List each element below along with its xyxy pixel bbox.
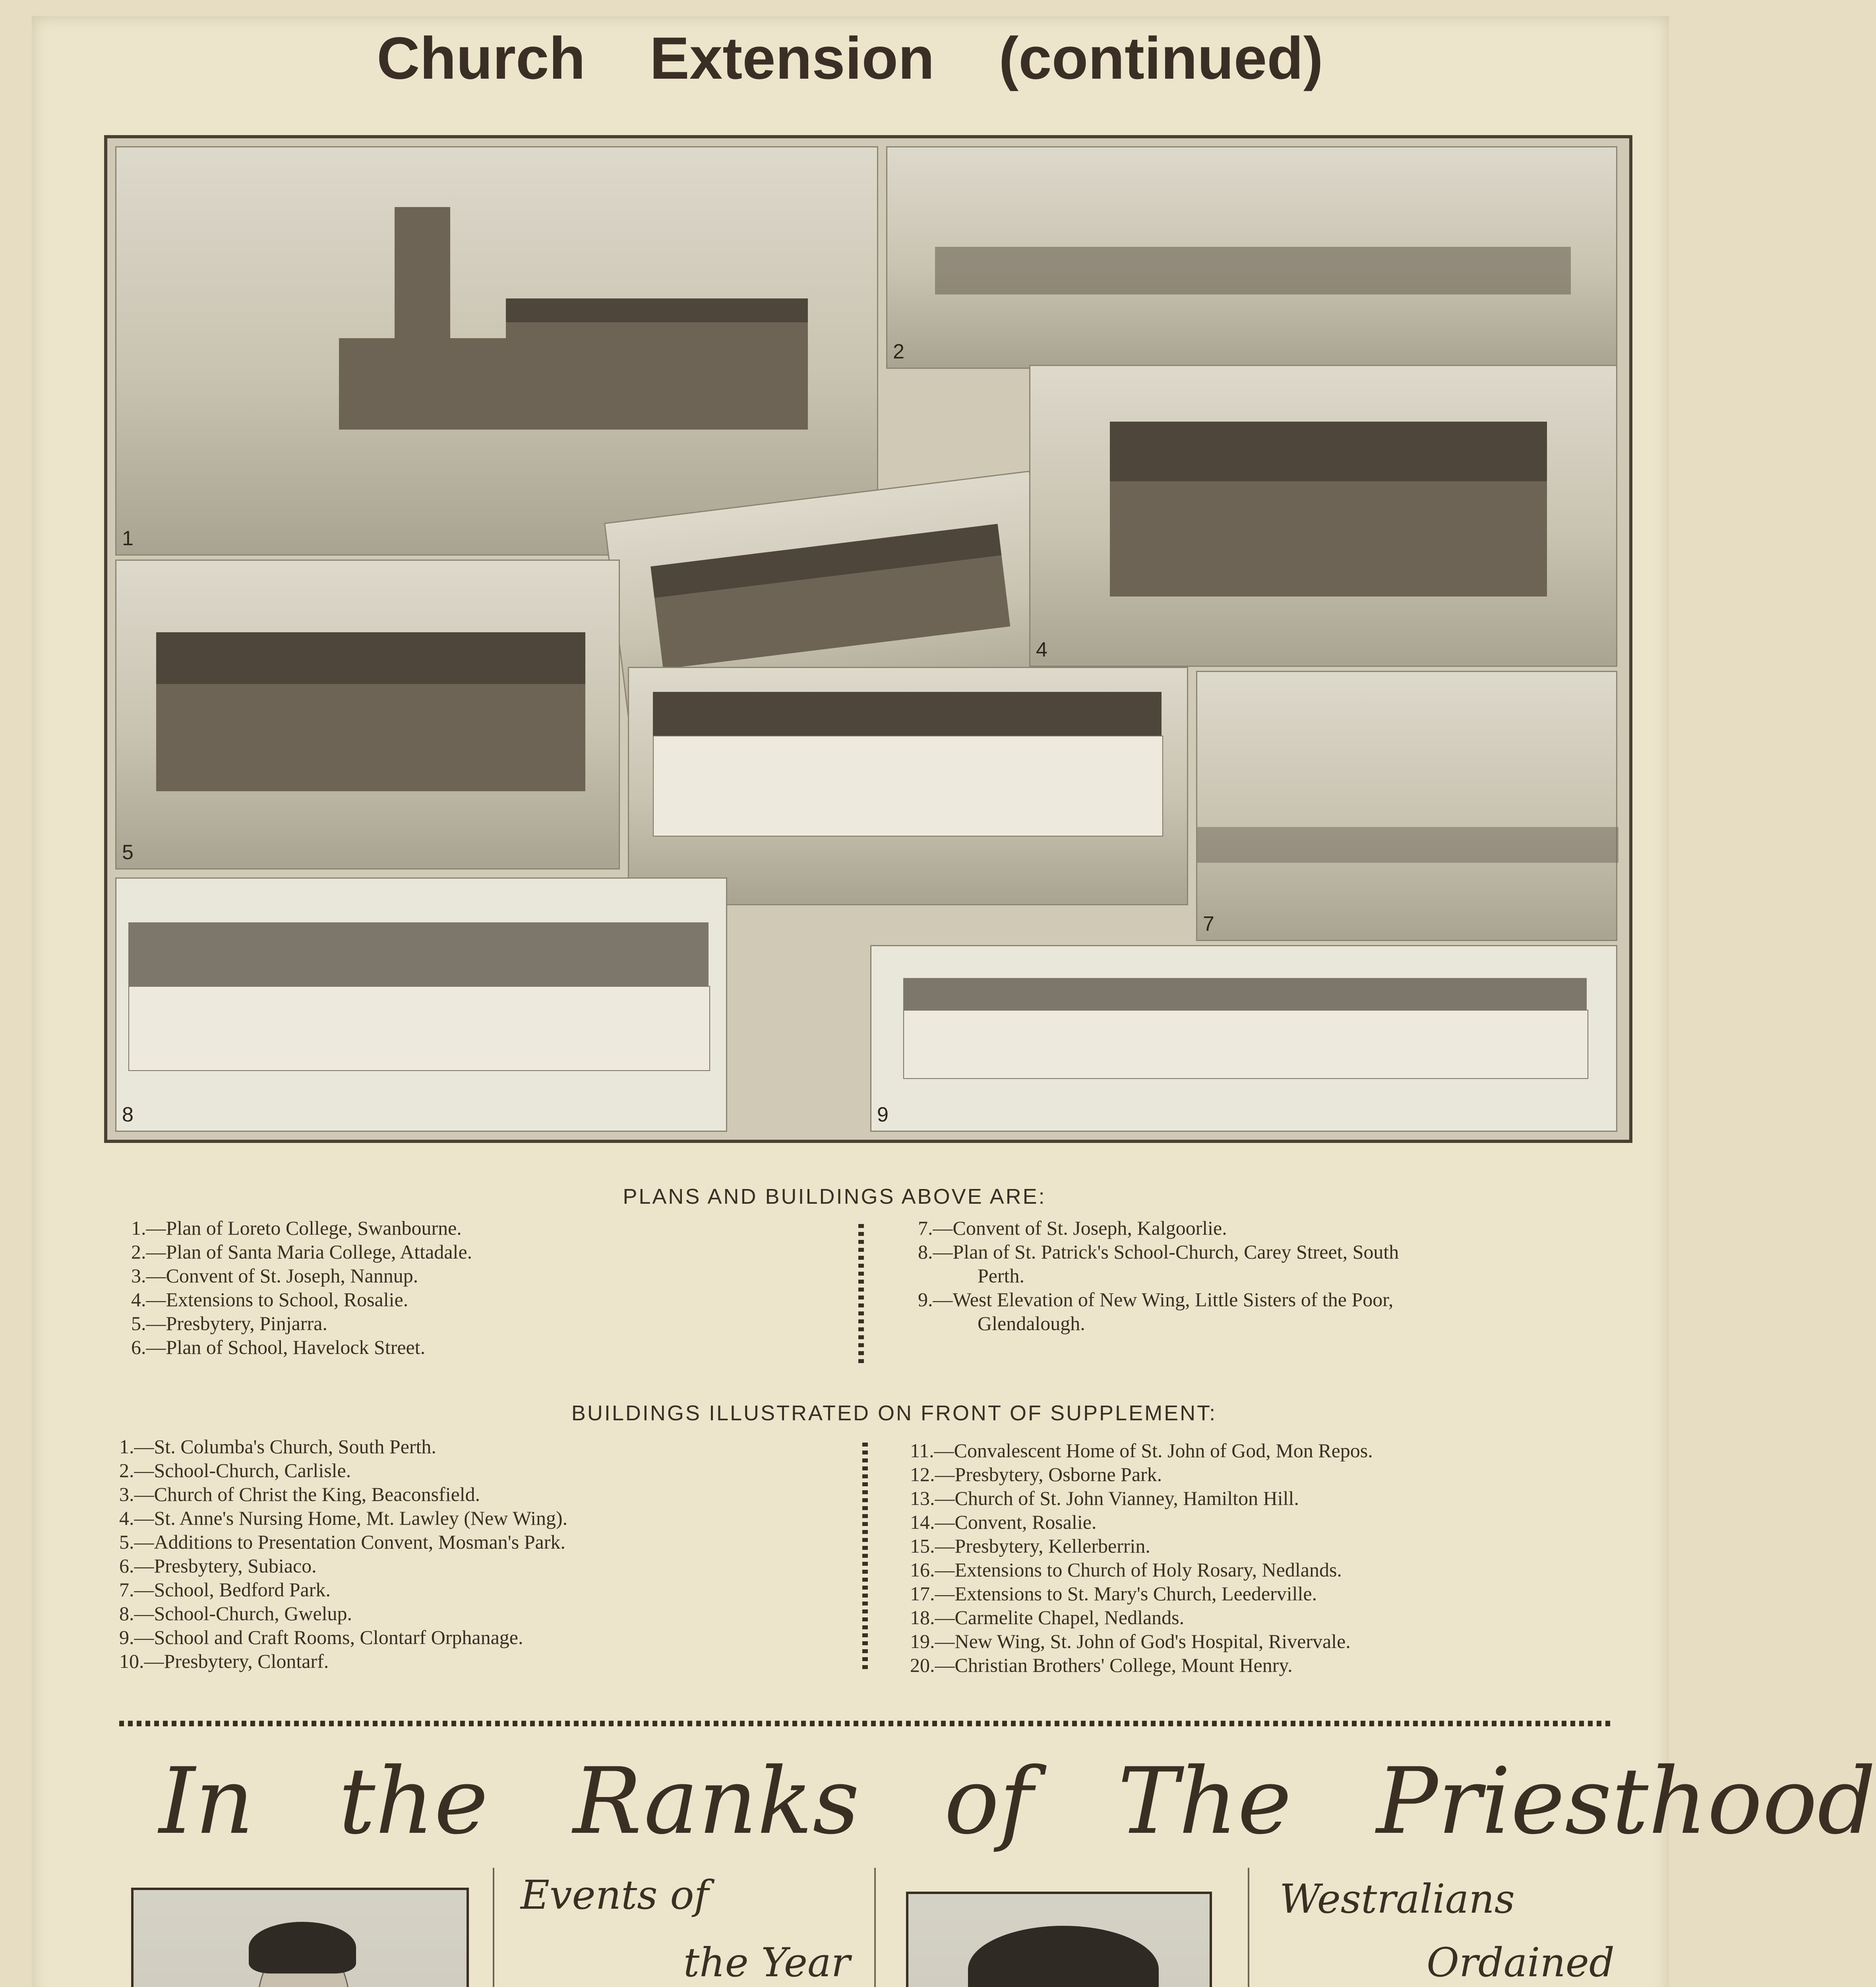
list-item: 17.—Extensions to St. Mary's Church, Leederville. — [910, 1582, 1317, 1605]
section-headline: In the Ranks of The Priesthood — [159, 1749, 1876, 1855]
photo-number: 4 — [1036, 638, 1047, 661]
list-item: 16.—Extensions to Church of Holy Rosary, Nedlands. — [910, 1559, 1342, 1581]
list-item: 3.—Church of Christ the King, Beaconsfield. — [119, 1483, 480, 1505]
building — [653, 736, 1163, 837]
photo-number: 8 — [122, 1103, 134, 1126]
subhead-westralians: Westralians — [1280, 1876, 1515, 1922]
photo-1 — [115, 146, 878, 556]
list-item: 20.—Christian Brothers' College, Mount Henry. — [910, 1654, 1293, 1676]
column-divider — [862, 1443, 868, 1673]
list-item: 13.—Church of St. John Vianney, Hamilton Hill. — [910, 1487, 1299, 1509]
column-divider — [858, 1224, 864, 1363]
portrait-omahony — [906, 1892, 1212, 1987]
list-item: 9.—West Elevation of New Wing, Little Sisters of the Poor, — [918, 1288, 1394, 1311]
list-item: 7.—School, Bedford Park. — [119, 1578, 331, 1601]
list-item: 4.—Extensions to School, Rosalie. — [131, 1288, 408, 1311]
list-item: 3.—Convent of St. Joseph, Nannup. — [131, 1265, 418, 1287]
column-rule — [874, 1868, 876, 1987]
photo-7 — [1196, 671, 1617, 941]
photo-6 — [628, 667, 1188, 905]
building — [903, 1010, 1588, 1079]
list-item: 1.—Plan of Loreto College, Swanbourne. — [131, 1217, 462, 1239]
list-item: 7.—Convent of St. Joseph, Kalgoorlie. — [918, 1217, 1227, 1239]
list-item: 5.—Presbytery, Pinjarra. — [131, 1312, 327, 1334]
portrait-boylen — [131, 1888, 469, 1987]
photo-5 — [115, 560, 620, 870]
building — [1110, 481, 1547, 596]
building — [935, 247, 1571, 294]
photo-number: 7 — [1203, 912, 1214, 935]
list-item: 11.—Convalescent Home of St. John of God, Mon Repos. — [910, 1439, 1373, 1462]
list-item: 8.—School-Church, Gwelup. — [119, 1602, 352, 1625]
photo-4 — [1029, 365, 1617, 667]
building-wing — [339, 338, 506, 430]
list-item: Glendalough. — [978, 1312, 1085, 1334]
buildings-list-right — [910, 1439, 1625, 1677]
photo-2 — [886, 146, 1617, 369]
plans-heading: PLANS AND BUILDINGS ABOVE ARE: — [623, 1185, 1046, 1208]
hair — [249, 1922, 356, 1973]
list-item: 2.—Plan of Santa Maria College, Attadale. — [131, 1241, 472, 1263]
fence — [1197, 827, 1619, 863]
subhead-events: Events of — [521, 1872, 709, 1918]
list-item: 14.—Convent, Rosalie. — [910, 1511, 1097, 1533]
list-item: 18.—Carmelite Chapel, Nedlands. — [910, 1606, 1185, 1629]
building-roof — [156, 632, 585, 684]
subhead-year: the Year — [683, 1939, 850, 1986]
photo-9 — [870, 945, 1617, 1132]
buildings-heading: BUILDINGS ILLUSTRATED ON FRONT OF SUPPLEMENT: — [571, 1401, 1217, 1425]
list-item: 19.—New Wing, St. John of God's Hospital, Rivervale. — [910, 1630, 1351, 1652]
building — [156, 684, 585, 791]
list-item: 1.—St. Columba's Church, South Perth. — [119, 1435, 436, 1458]
plans-list-left — [131, 1216, 827, 1359]
list-item: 6.—Presbytery, Subiaco. — [119, 1555, 317, 1577]
buildings-list-left — [119, 1435, 834, 1673]
column-rule — [493, 1868, 494, 1987]
building-roof — [903, 978, 1587, 1010]
page-title: Church Extension (continued) — [377, 25, 1323, 91]
building — [128, 986, 710, 1071]
list-item: 12.—Presbytery, Osborne Park. — [910, 1463, 1162, 1485]
photo-collage — [104, 135, 1632, 1143]
list-item: 9.—School and Craft Rooms, Clontarf Orphanage. — [119, 1626, 523, 1648]
list-item: 5.—Additions to Presentation Convent, Mosman's Park. — [119, 1531, 565, 1553]
column-rule — [1248, 1868, 1249, 1987]
building-roof — [1110, 422, 1547, 481]
list-item: 8.—Plan of St. Patrick's School-Church, Carey Street, South — [918, 1241, 1399, 1263]
photo-8 — [115, 877, 727, 1132]
list-item: 10.—Presbytery, Clontarf. — [119, 1650, 329, 1672]
list-item: Perth. — [978, 1265, 1025, 1287]
photo-number: 2 — [893, 340, 904, 363]
hair — [968, 1926, 1159, 1987]
building-roof — [506, 298, 808, 322]
building-roof — [653, 692, 1162, 736]
photo-number: 5 — [122, 841, 134, 864]
list-item: 4.—St. Anne's Nursing Home, Mt. Lawley (New Wing). — [119, 1507, 568, 1529]
photo-number: 1 — [122, 527, 134, 550]
building — [506, 322, 808, 430]
section-divider — [119, 1721, 1613, 1726]
plans-list-right — [918, 1216, 1613, 1335]
list-item: 6.—Plan of School, Havelock Street. — [131, 1336, 426, 1358]
photo-number: 9 — [877, 1103, 889, 1126]
subhead-ordained: Ordained — [1427, 1939, 1615, 1986]
building-roof — [128, 922, 709, 986]
list-item: 2.—School-Church, Carlisle. — [119, 1459, 351, 1482]
list-item: 15.—Presbytery, Kellerberrin. — [910, 1535, 1150, 1557]
